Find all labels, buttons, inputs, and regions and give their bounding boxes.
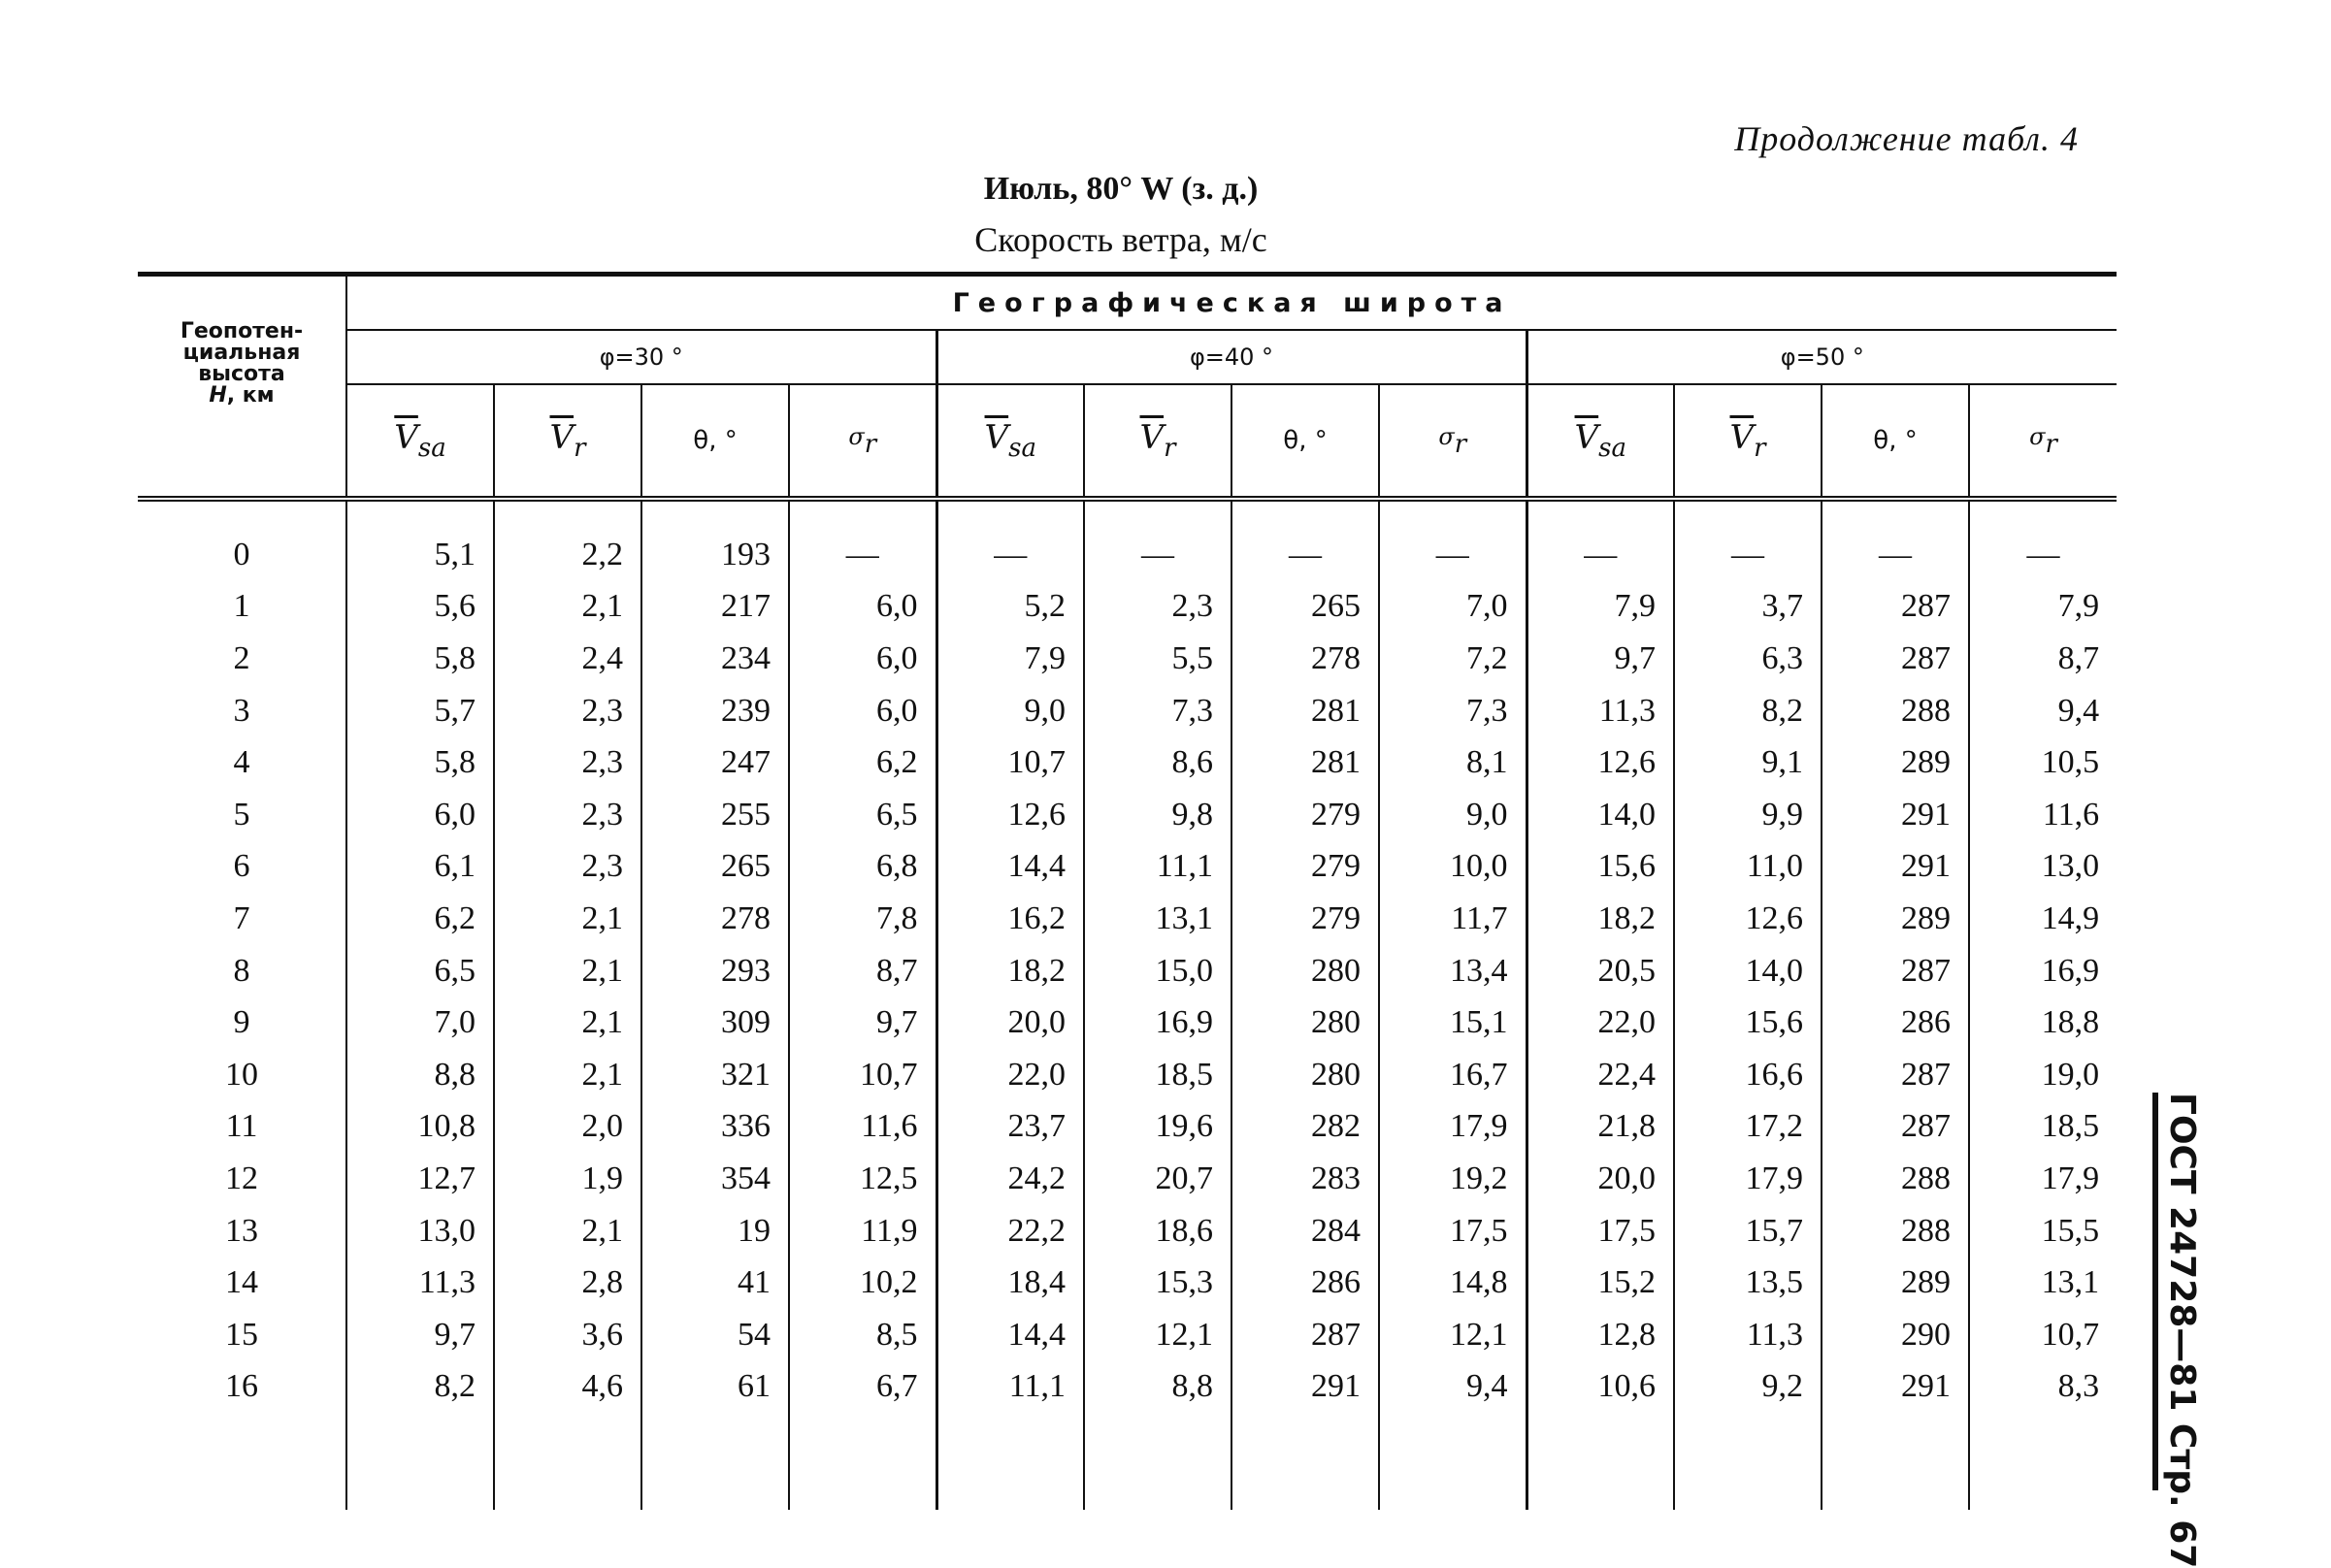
value-cell: 9,8 <box>1084 789 1231 841</box>
value-cell: 23,7 <box>936 1101 1084 1154</box>
table-body <box>138 499 2117 1510</box>
value-cell: — <box>1527 529 1674 581</box>
value-cell: 6,3 <box>1674 633 1822 685</box>
height-cell: 8 <box>233 952 250 989</box>
value-cell: 289 <box>1822 736 1969 789</box>
value-cell: 12,6 <box>1674 893 1822 945</box>
value-cell: — <box>1969 529 2117 581</box>
value-cell: 2,1 <box>494 893 641 945</box>
value-cell: 8,2 <box>346 1361 494 1414</box>
value-cell: 255 <box>641 789 789 841</box>
value-cell: 5,5 <box>1084 633 1231 685</box>
value-cell: 354 <box>641 1153 789 1205</box>
value-cell: 18,8 <box>1969 996 2117 1049</box>
value-cell: 22,0 <box>1527 996 1674 1049</box>
value-cell: 321 <box>641 1049 789 1101</box>
value-cell: 12,5 <box>789 1153 936 1205</box>
table-row <box>138 1205 2117 1258</box>
value-cell: 9,4 <box>1379 1361 1527 1414</box>
value-cell: 18,6 <box>1084 1205 1231 1258</box>
table-row <box>138 1361 2117 1414</box>
value-cell: 282 <box>1231 1101 1379 1154</box>
value-cell: 20,0 <box>936 996 1084 1049</box>
value-cell: 6,0 <box>789 633 936 685</box>
value-cell: 6,0 <box>789 685 936 737</box>
value-cell: 10,8 <box>346 1101 494 1154</box>
value-cell: — <box>936 529 1084 581</box>
table-row <box>138 685 2117 737</box>
value-cell: 193 <box>641 529 789 581</box>
value-cell: 287 <box>1822 1101 1969 1154</box>
value-cell: 239 <box>641 685 789 737</box>
value-cell: 17,2 <box>1674 1101 1822 1154</box>
value-cell: 9,7 <box>1527 633 1674 685</box>
value-cell: 15,1 <box>1379 996 1527 1049</box>
value-cell: 16,2 <box>936 893 1084 945</box>
value-cell: 2,1 <box>494 945 641 997</box>
value-cell: 11,3 <box>1674 1309 1822 1361</box>
value-cell: 20,0 <box>1527 1153 1674 1205</box>
value-cell: 18,5 <box>1084 1049 1231 1101</box>
value-cell: 14,0 <box>1527 789 1674 841</box>
value-cell: 17,9 <box>1674 1153 1822 1205</box>
value-cell: 11,1 <box>936 1361 1084 1414</box>
value-cell: 18,2 <box>1527 893 1674 945</box>
value-cell: 7,3 <box>1084 685 1231 737</box>
value-cell: 2,2 <box>494 529 641 581</box>
value-cell: 10,0 <box>1379 841 1527 894</box>
value-cell: 9,2 <box>1674 1361 1822 1414</box>
value-cell: 19,2 <box>1379 1153 1527 1205</box>
value-cell: 11,3 <box>1527 685 1674 737</box>
value-cell: 13,0 <box>346 1205 494 1258</box>
value-cell: — <box>1379 529 1527 581</box>
table-row <box>138 945 2117 997</box>
table-row <box>138 1049 2117 1101</box>
value-cell: 283 <box>1231 1153 1379 1205</box>
side-page-label <box>2152 1093 2211 1568</box>
value-cell: 2,4 <box>494 633 641 685</box>
value-cell: 2,3 <box>494 841 641 894</box>
value-cell: 10,2 <box>789 1257 936 1309</box>
value-cell: 16,6 <box>1674 1049 1822 1101</box>
tail-row <box>138 1413 2117 1510</box>
table-title: Июль, 80° W (з. д.) <box>983 171 1259 207</box>
value-cell: 2,1 <box>494 1049 641 1101</box>
value-cell: 286 <box>1231 1257 1379 1309</box>
value-cell: 19 <box>641 1205 789 1258</box>
height-cell: 1 <box>233 588 250 625</box>
value-cell: 18,4 <box>936 1257 1084 1309</box>
value-cell: 287 <box>1822 581 1969 634</box>
value-cell: 13,1 <box>1969 1257 2117 1309</box>
value-cell: 11,6 <box>1969 789 2117 841</box>
v-sa-header: $\overline{V}_{sa}$ <box>346 384 494 499</box>
value-cell: 12,1 <box>1379 1309 1527 1361</box>
value-cell: 286 <box>1822 996 1969 1049</box>
value-cell: 7,9 <box>1527 581 1674 634</box>
sigma-header: σr <box>1969 384 2117 499</box>
table-row <box>138 1257 2117 1309</box>
value-cell: 280 <box>1231 945 1379 997</box>
value-cell: 5,8 <box>346 633 494 685</box>
value-cell: 13,4 <box>1379 945 1527 997</box>
side-label-text: ГОСТ 24728—81 Стр. 67 <box>2162 1093 2202 1568</box>
value-cell: 8,3 <box>1969 1361 2117 1414</box>
value-cell: 19,6 <box>1084 1101 1231 1154</box>
value-cell: 6,8 <box>789 841 936 894</box>
value-cell: 11,6 <box>789 1101 936 1154</box>
value-cell: 287 <box>1231 1309 1379 1361</box>
value-cell: 2,3 <box>1084 581 1231 634</box>
stub-line-2: циальная <box>182 341 301 365</box>
value-cell: 279 <box>1231 841 1379 894</box>
value-cell: 234 <box>641 633 789 685</box>
stub-line-1: Геопотен- <box>180 319 304 343</box>
value-cell: 11,0 <box>1674 841 1822 894</box>
value-cell: 18,5 <box>1969 1101 2117 1154</box>
value-cell: 265 <box>1231 581 1379 634</box>
value-cell: 2,8 <box>494 1257 641 1309</box>
value-cell: 9,7 <box>789 996 936 1049</box>
table-row <box>138 1309 2117 1361</box>
value-cell: 17,9 <box>1969 1153 2117 1205</box>
value-cell: 287 <box>1822 633 1969 685</box>
value-cell: 9,7 <box>346 1309 494 1361</box>
value-cell: 10,6 <box>1527 1361 1674 1414</box>
v-r-header: $\overline{V}_r$ <box>1084 384 1231 499</box>
value-cell: 7,9 <box>936 633 1084 685</box>
value-cell: 288 <box>1822 1153 1969 1205</box>
value-cell: 24,2 <box>936 1153 1084 1205</box>
height-cell: 0 <box>233 536 250 572</box>
theta-header: θ, ° <box>1822 384 1969 499</box>
value-cell: 2,1 <box>494 1205 641 1258</box>
value-cell: 9,9 <box>1674 789 1822 841</box>
height-cell: 11 <box>225 1108 258 1145</box>
value-cell: 5,2 <box>936 581 1084 634</box>
value-cell: 10,7 <box>789 1049 936 1101</box>
value-cell: 6,2 <box>346 893 494 945</box>
value-cell: 281 <box>1231 736 1379 789</box>
value-cell: — <box>1674 529 1822 581</box>
value-cell: 288 <box>1822 1205 1969 1258</box>
value-cell: 217 <box>641 581 789 634</box>
value-cell: 15,6 <box>1674 996 1822 1049</box>
stub-line-4: H, км <box>209 383 275 408</box>
continuation-note: Продолжение табл. 4 <box>1734 119 2079 158</box>
value-cell: 8,5 <box>789 1309 936 1361</box>
height-cell: 4 <box>233 744 250 781</box>
value-cell: 8,1 <box>1379 736 1527 789</box>
value-cell: 2,3 <box>494 736 641 789</box>
value-cell: 1,9 <box>494 1153 641 1205</box>
value-cell: 13,1 <box>1084 893 1231 945</box>
value-cell: 291 <box>1231 1361 1379 1414</box>
value-cell: 8,8 <box>346 1049 494 1101</box>
theta-header: θ, ° <box>1231 384 1379 499</box>
table-row <box>138 841 2117 894</box>
value-cell: 14,9 <box>1969 893 2117 945</box>
value-cell: 2,3 <box>494 789 641 841</box>
value-cell: 10,7 <box>1969 1309 2117 1361</box>
table-row <box>138 736 2117 789</box>
value-cell: 8,6 <box>1084 736 1231 789</box>
value-cell: 291 <box>1822 1361 1969 1414</box>
value-cell: 9,0 <box>936 685 1084 737</box>
value-cell: 20,5 <box>1527 945 1674 997</box>
value-cell: 6,0 <box>789 581 936 634</box>
value-cell: 2,3 <box>494 685 641 737</box>
value-cell: 14,4 <box>936 841 1084 894</box>
value-cell: 9,0 <box>1379 789 1527 841</box>
value-cell: 6,7 <box>789 1361 936 1414</box>
value-cell: 265 <box>641 841 789 894</box>
height-cell: 13 <box>225 1212 258 1249</box>
value-cell: 2,0 <box>494 1101 641 1154</box>
value-cell: 2,1 <box>494 996 641 1049</box>
value-cell: — <box>789 529 936 581</box>
value-cell: 12,8 <box>1527 1309 1674 1361</box>
value-cell: 6,0 <box>346 789 494 841</box>
value-cell: 16,9 <box>1969 945 2117 997</box>
value-cell: 2,1 <box>494 581 641 634</box>
value-cell: 279 <box>1231 893 1379 945</box>
table-row <box>138 581 2117 634</box>
theta-header: θ, ° <box>641 384 789 499</box>
lat-40-header: φ=40 ° <box>936 330 1527 384</box>
value-cell: 6,5 <box>789 789 936 841</box>
value-cell: 11,9 <box>789 1205 936 1258</box>
value-cell: 61 <box>641 1361 789 1414</box>
value-cell: 4,6 <box>494 1361 641 1414</box>
value-cell: 336 <box>641 1101 789 1154</box>
height-cell: 6 <box>233 848 250 885</box>
value-cell: 7,9 <box>1969 581 2117 634</box>
value-cell: 15,5 <box>1969 1205 2117 1258</box>
latitude-group-header: Географическая широта <box>346 275 2117 331</box>
value-cell: 19,0 <box>1969 1049 2117 1101</box>
value-cell: 287 <box>1822 945 1969 997</box>
value-cell: 288 <box>1822 685 1969 737</box>
value-cell: 7,0 <box>346 996 494 1049</box>
value-cell: 6,1 <box>346 841 494 894</box>
value-cell: 15,6 <box>1527 841 1674 894</box>
spacer-row <box>138 499 2117 529</box>
height-cell: 10 <box>225 1056 258 1093</box>
value-cell: — <box>1822 529 1969 581</box>
lat-50-header: φ=50 ° <box>1527 330 2117 384</box>
table-row <box>138 1153 2117 1205</box>
v-r-header: $\overline{V}_r$ <box>1674 384 1822 499</box>
height-cell: 7 <box>233 899 250 936</box>
value-cell: 12,1 <box>1084 1309 1231 1361</box>
height-cell: 2 <box>233 639 250 676</box>
value-cell: 9,1 <box>1674 736 1822 789</box>
value-cell: 5,6 <box>346 581 494 634</box>
value-cell: 20,7 <box>1084 1153 1231 1205</box>
value-cell: 3,6 <box>494 1309 641 1361</box>
table-row <box>138 789 2117 841</box>
table-row <box>138 893 2117 945</box>
height-stub-header <box>138 275 346 500</box>
value-cell: 10,5 <box>1969 736 2117 789</box>
table-row <box>138 996 2117 1049</box>
value-cell: 21,8 <box>1527 1101 1674 1154</box>
value-cell: 22,2 <box>936 1205 1084 1258</box>
value-cell: 291 <box>1822 789 1969 841</box>
value-cell: 7,2 <box>1379 633 1527 685</box>
value-cell: 12,6 <box>936 789 1084 841</box>
value-cell: 12,6 <box>1527 736 1674 789</box>
value-cell: 41 <box>641 1257 789 1309</box>
value-cell: 11,7 <box>1379 893 1527 945</box>
height-cell: 5 <box>233 796 250 833</box>
height-cell: 15 <box>225 1316 258 1353</box>
v-sa-header: $\overline{V}_{sa}$ <box>936 384 1084 499</box>
value-cell: 8,8 <box>1084 1361 1231 1414</box>
value-cell: 17,5 <box>1527 1205 1674 1258</box>
sigma-header: σr <box>1379 384 1527 499</box>
value-cell: 13,5 <box>1674 1257 1822 1309</box>
value-cell: 12,7 <box>346 1153 494 1205</box>
v-r-header: $\overline{V}_r$ <box>494 384 641 499</box>
value-cell: 287 <box>1822 1049 1969 1101</box>
value-cell: 280 <box>1231 996 1379 1049</box>
value-cell: 15,0 <box>1084 945 1231 997</box>
height-cell: 16 <box>225 1368 258 1405</box>
value-cell: 16,9 <box>1084 996 1231 1049</box>
value-cell: 17,9 <box>1379 1101 1527 1154</box>
value-cell: 15,7 <box>1674 1205 1822 1258</box>
value-cell: 281 <box>1231 685 1379 737</box>
value-cell: 10,7 <box>936 736 1084 789</box>
v-sa-header: $\overline{V}_{sa}$ <box>1527 384 1674 499</box>
value-cell: 8,7 <box>789 945 936 997</box>
value-cell: 14,4 <box>936 1309 1084 1361</box>
value-cell: 290 <box>1822 1309 1969 1361</box>
sigma-header: σr <box>789 384 936 499</box>
value-cell: 7,0 <box>1379 581 1527 634</box>
value-cell: 3,7 <box>1674 581 1822 634</box>
height-cell: 12 <box>225 1160 258 1196</box>
value-cell: 7,3 <box>1379 685 1527 737</box>
wind-speed-table <box>138 272 2117 1510</box>
value-cell: 13,0 <box>1969 841 2117 894</box>
value-cell: 11,1 <box>1084 841 1231 894</box>
value-cell: 278 <box>1231 633 1379 685</box>
table-row <box>138 633 2117 685</box>
value-cell: 279 <box>1231 789 1379 841</box>
table-row <box>138 529 2117 581</box>
table-row <box>138 1101 2117 1154</box>
height-cell: 9 <box>233 1004 250 1041</box>
value-cell: 309 <box>641 996 789 1049</box>
lat-30-header: φ=30 ° <box>346 330 936 384</box>
value-cell: 291 <box>1822 841 1969 894</box>
value-cell: 278 <box>641 893 789 945</box>
value-cell: 22,0 <box>936 1049 1084 1101</box>
value-cell: 22,4 <box>1527 1049 1674 1101</box>
height-cell: 14 <box>225 1264 258 1301</box>
symbol-header-row <box>138 384 2117 499</box>
value-cell: 54 <box>641 1309 789 1361</box>
value-cell: 8,2 <box>1674 685 1822 737</box>
value-cell: 280 <box>1231 1049 1379 1101</box>
value-cell: 7,8 <box>789 893 936 945</box>
value-cell: 284 <box>1231 1205 1379 1258</box>
value-cell: 5,8 <box>346 736 494 789</box>
value-cell: 6,2 <box>789 736 936 789</box>
value-cell: 5,7 <box>346 685 494 737</box>
value-cell: 6,5 <box>346 945 494 997</box>
value-cell: 8,7 <box>1969 633 2117 685</box>
value-cell: 16,7 <box>1379 1049 1527 1101</box>
table-subtitle: Скорость ветра, м/с <box>974 220 1267 259</box>
value-cell: — <box>1084 529 1231 581</box>
value-cell: — <box>1231 529 1379 581</box>
value-cell: 17,5 <box>1379 1205 1527 1258</box>
value-cell: 5,1 <box>346 529 494 581</box>
value-cell: 15,2 <box>1527 1257 1674 1309</box>
value-cell: 247 <box>641 736 789 789</box>
height-cell: 3 <box>233 692 250 729</box>
value-cell: 18,2 <box>936 945 1084 997</box>
stub-line-3: высота <box>198 362 285 386</box>
value-cell: 11,3 <box>346 1257 494 1309</box>
value-cell: 15,3 <box>1084 1257 1231 1309</box>
value-cell: 293 <box>641 945 789 997</box>
value-cell: 289 <box>1822 893 1969 945</box>
value-cell: 14,8 <box>1379 1257 1527 1309</box>
value-cell: 14,0 <box>1674 945 1822 997</box>
value-cell: 289 <box>1822 1257 1969 1309</box>
value-cell: 9,4 <box>1969 685 2117 737</box>
